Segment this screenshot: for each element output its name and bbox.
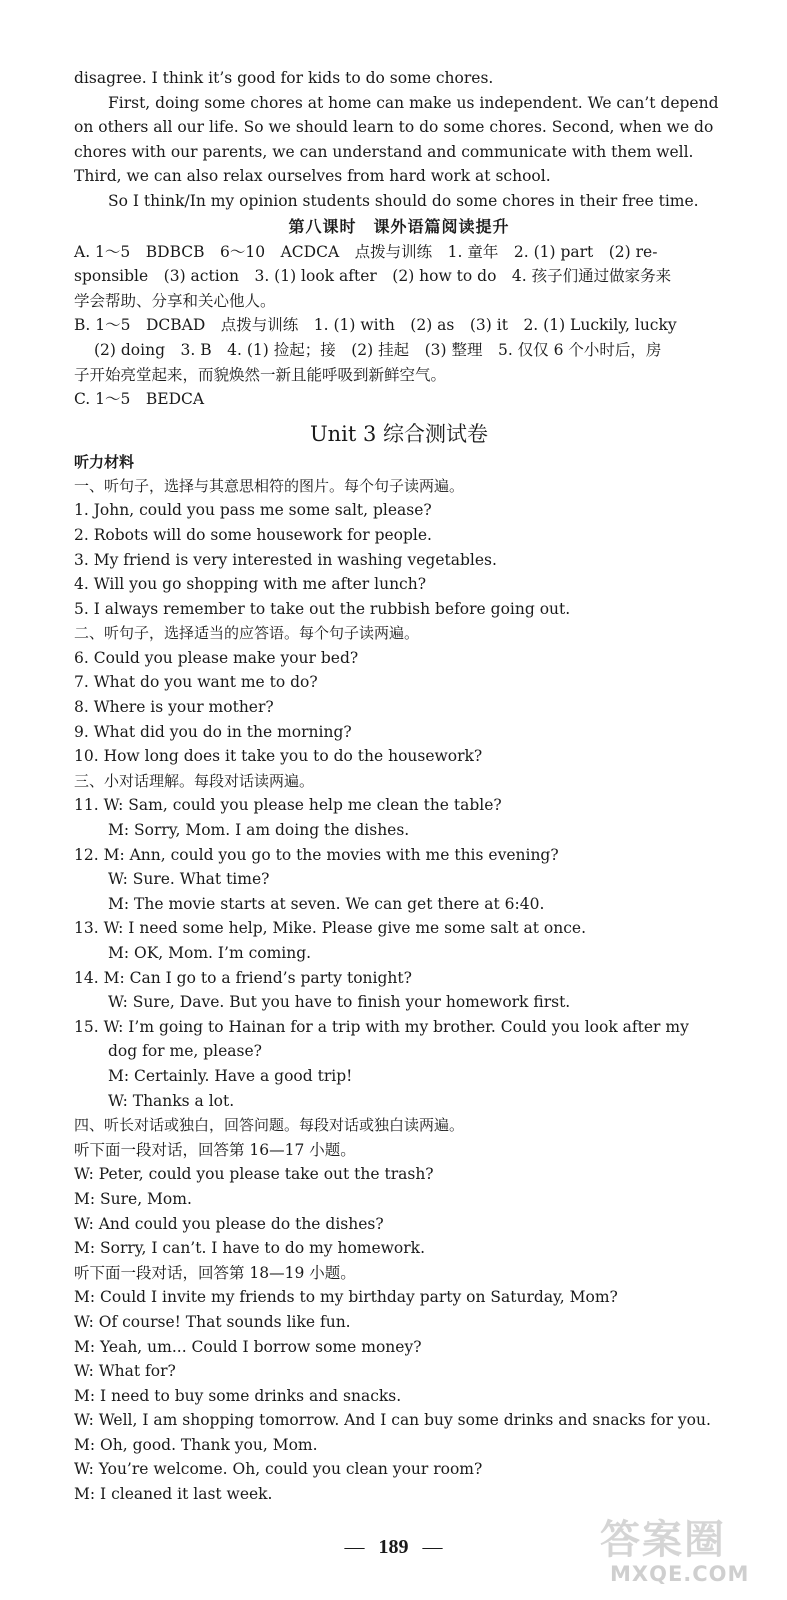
dialogue-line: M: Sure, Mom. (74, 1189, 192, 1208)
dialogue-line: M: The movie starts at seven. We can get there at 6:40. (108, 894, 545, 913)
answer-line: B. 1～5 DCBAD 点拨与训练 1. (1) with (2) as (3) it 2. (1) Luckily, lucky (74, 316, 677, 335)
answer-line: sponsible (3) action 3. (1) look after (2) how to do 4. 孩子们通过做家务来 (74, 267, 672, 286)
dialogue-line: M: Certainly. Have a good trip! (108, 1066, 353, 1085)
question-line: 3. My friend is very interested in washing vegetables. (74, 550, 497, 569)
question-line: 4. Will you go shopping with me after lunch? (74, 575, 427, 594)
section-heading: 三、小对话理解。每段对话读两遍。 (74, 771, 315, 790)
dialogue-line: 15. W: I’m going to Hainan for a trip with my brother. Could you look after my (74, 1017, 689, 1036)
dialogue-line: W: Well, I am shopping tomorrow. And I can buy some drinks and snacks for you. (74, 1411, 711, 1430)
essay-line: chores with our parents, we can understand and communicate with them well. (74, 142, 694, 161)
essay-line: So I think/In my opinion students should do some chores in their free time. (108, 191, 699, 210)
page-number-value: 189 (378, 1536, 409, 1558)
dialogue-line: dog for me, please? (108, 1042, 262, 1061)
lesson8-heading: 第八课时 课外语篇阅读提升 (288, 216, 510, 236)
section-heading: 二、听句子，选择适当的应答语。每个句子读两遍。 (74, 624, 420, 643)
dialogue-line: M: Sorry, I can’t. I have to do my homework. (74, 1239, 425, 1258)
question-line: 7. What do you want me to do? (74, 673, 318, 692)
section-heading: 一、听句子，选择与其意思相符的图片。每个句子读两遍。 (74, 476, 465, 495)
watermark-logo (560, 1508, 775, 1590)
dialogue-line: M: Could I invite my friends to my birthday party on Saturday, Mom? (74, 1288, 618, 1307)
question-line: 2. Robots will do some housework for people. (74, 525, 432, 544)
question-line: 1. John, could you pass me some salt, please? (74, 501, 432, 520)
answer-line: C. 1～5 BEDCA (74, 390, 205, 409)
dialogue-line: 12. M: Ann, could you go to the movies with me this evening? (74, 845, 559, 864)
dialogue-line: M: I cleaned it last week. (74, 1485, 273, 1504)
answer-line: A. 1～5 BDBCB 6～10 ACDCA 点拨与训练 1. 童年 2. (1) part (2) re- (74, 242, 658, 261)
page-content (74, 66, 724, 1507)
question-line: 6. Could you please make your bed? (74, 648, 359, 667)
answer-line: 学会帮助、分享和关心他人。 (74, 291, 276, 310)
page-number-dash: — (344, 1536, 365, 1558)
dialogue-line: 13. W: I need some help, Mike. Please give me some salt at once. (74, 919, 587, 938)
listening-label: 听力材料 (74, 452, 135, 471)
essay-line: disagree. I think it’s good for kids to do some chores. (74, 69, 494, 87)
watermark-site: MXQE.COM (610, 1562, 750, 1586)
dialogue-block (74, 1138, 724, 1507)
dialogue-line: M: Yeah, um... Could I borrow some money? (74, 1337, 422, 1356)
dialogue-line: M: I need to buy some drinks and snacks. (74, 1386, 402, 1405)
dialogue-line: M: Sorry, Mom. I am doing the dishes. (108, 821, 410, 840)
dialogue-line: W: Of course! That sounds like fun. (74, 1312, 351, 1331)
dialogue-line: 听下面一段对话，回答第 16—17 小题。 (74, 1140, 356, 1159)
unit-test-title: Unit 3 综合测试卷 (309, 421, 489, 446)
essay-line: on others all our life. So we should learn to do some chores. Second, when we do (74, 118, 714, 137)
answer-line: 子开始亮堂起来，而貌焕然一新且能呼吸到新鲜空气。 (74, 365, 447, 384)
dialogue-block (74, 793, 724, 1113)
page-number-dash: — (422, 1536, 443, 1558)
dialogue-line: 11. W: Sam, could you please help me clean the table? (74, 796, 502, 815)
dialogue-line: 听下面一段对话，回答第 18—19 小题。 (74, 1263, 356, 1282)
essay-line: First, doing some chores at home can make us independent. We can’t depend (108, 93, 719, 112)
dialogue-line: W: Sure. What time? (108, 870, 270, 889)
dialogue-line: W: Sure, Dave. But you have to finish your homework first. (108, 993, 571, 1012)
dialogue-line: W: What for? (74, 1362, 176, 1381)
answer-line: (2) doing 3. B 4. (1) 捡起；接 (2) 挂起 (3) 整理 5. 仅仅 6 个小时后，房 (94, 340, 662, 359)
watermark-logo-text: 答案圈 (600, 1517, 726, 1563)
dialogue-line: W: Peter, could you please take out the trash? (74, 1165, 434, 1184)
dialogue-line: 14. M: Can I go to a friend’s party tonight? (74, 968, 412, 987)
question-line: 5. I always remember to take out the rubbish before going out. (74, 599, 571, 618)
dialogue-line: M: Oh, good. Thank you, Mom. (74, 1435, 318, 1454)
question-line: 8. Where is your mother? (74, 698, 274, 717)
dialogue-line: W: And could you please do the dishes? (74, 1214, 384, 1233)
essay-line: Third, we can also relax ourselves from hard work at school. (74, 167, 551, 186)
question-line: 10. How long does it take you to do the housework? (74, 747, 483, 766)
section-heading: 四、听长对话或独白，回答问题。每段对话或独白读两遍。 (74, 1116, 465, 1135)
question-line: 9. What did you do in the morning? (74, 722, 352, 741)
dialogue-line: W: You’re welcome. Oh, could you clean your room? (74, 1460, 483, 1479)
dialogue-line: M: OK, Mom. I’m coming. (108, 944, 312, 962)
dialogue-line: W: Thanks a lot. (108, 1091, 235, 1110)
